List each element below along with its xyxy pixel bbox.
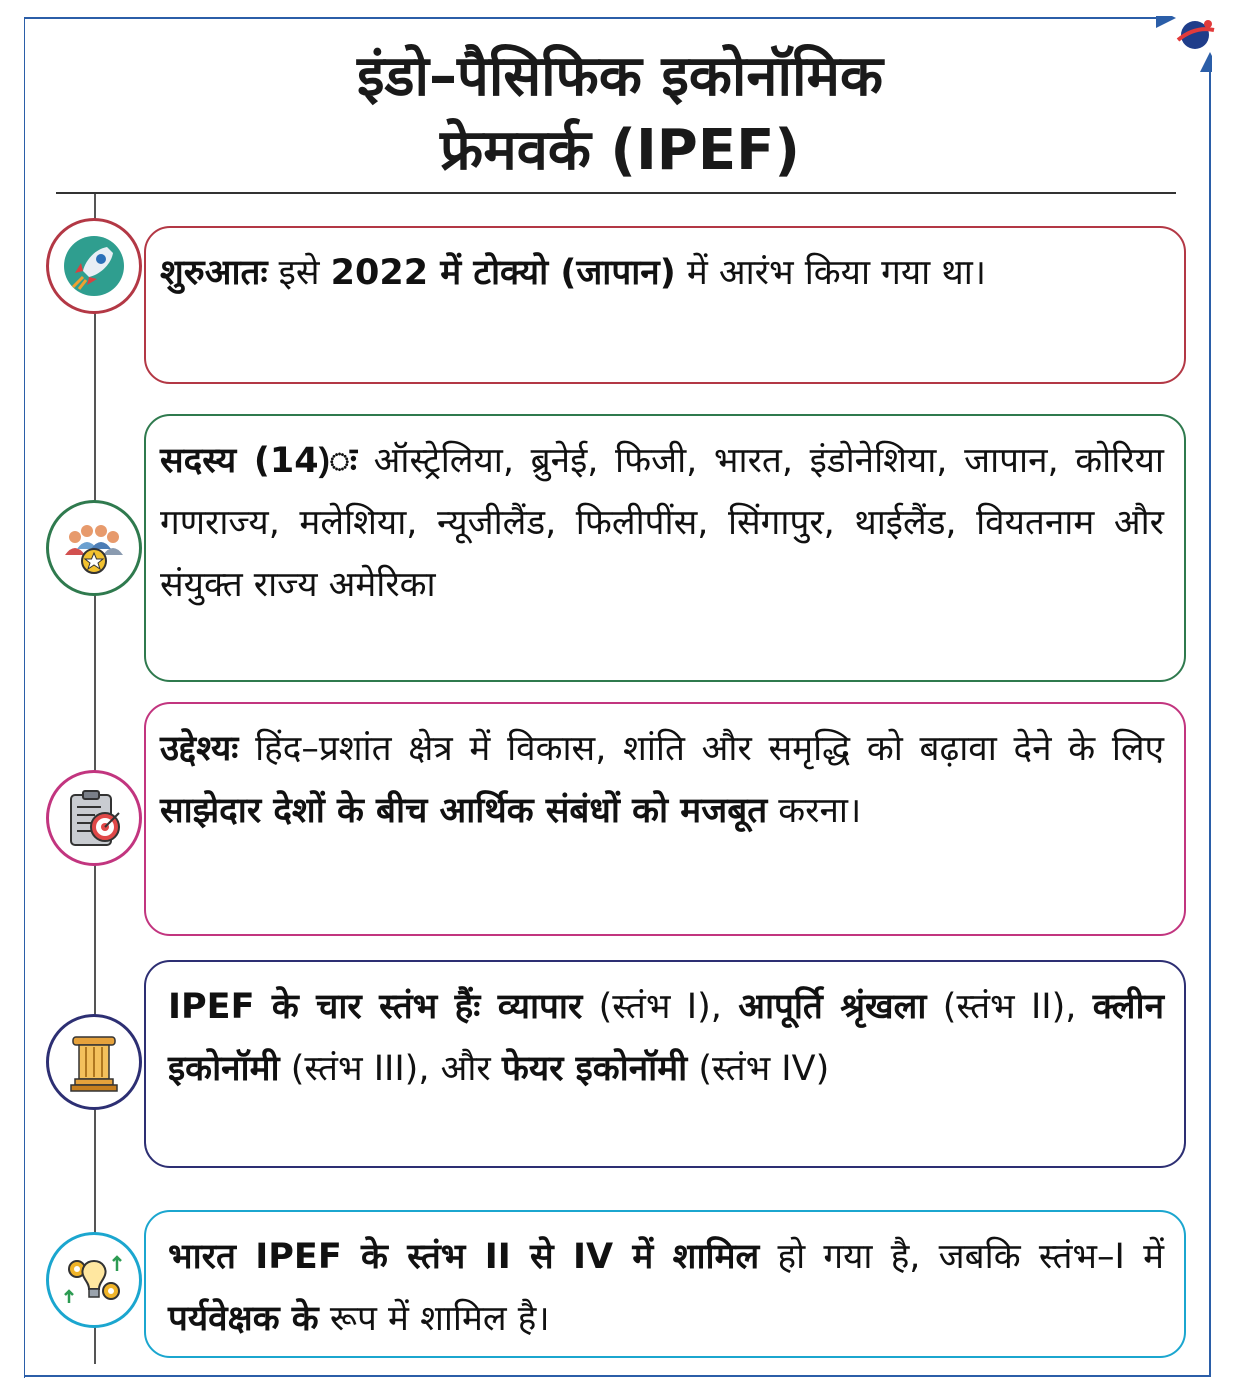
brand-logo-icon (1172, 12, 1218, 58)
clipboard-target-icon (46, 770, 142, 866)
card-text-bold: भारत IPEF के स्तंभ II से IV में शामिल (168, 1237, 760, 1277)
card-text: हिंद–प्रशांत क्षेत्र में विकास, शांति और समृद्धि को बढ़ावा देने के लिए (238, 729, 1164, 769)
card-members (144, 414, 1186, 682)
card-text-bold: शुरुआतः (160, 253, 268, 293)
outer-frame (24, 16, 1212, 1378)
card-text: (स्तंभ II), (926, 987, 1093, 1027)
card-text-bold: IPEF के चार स्तंभ हैंः व्यापार (168, 987, 583, 1027)
card-objective (144, 702, 1186, 936)
card-text-bold: 2022 में टोक्यो (जापान) (330, 253, 676, 293)
card-text: करना। (767, 791, 862, 831)
card-text: रूप में शामिल है। (318, 1299, 550, 1339)
page-title (120, 40, 1120, 188)
card-text: (स्तंभ III), और (279, 1049, 502, 1089)
card-text-bold: सदस्य (14)ः (160, 441, 357, 481)
card-text-bold: साझेदार देशों के बीच आर्थिक संबंधों को मजबूत (160, 791, 768, 831)
card-text-bold: क्लीन इकोनॉमी (168, 987, 1164, 1089)
card-launch (144, 226, 1186, 384)
card-text: इसे (267, 253, 331, 293)
rocket-icon (46, 218, 142, 314)
card-pillars (144, 960, 1186, 1168)
team-star-icon (46, 500, 142, 596)
card-text: हो गया है, जबकि स्तंभ–I में (759, 1237, 1164, 1277)
card-text: (स्तंभ I), (582, 987, 739, 1027)
pillar-icon (46, 1014, 142, 1110)
title-line-2: फ्रेमवर्क (IPEF) (440, 118, 800, 183)
title-divider (56, 192, 1176, 194)
card-text-bold: पर्यवेक्षक के (168, 1299, 319, 1339)
card-text-bold: आपूर्ति श्रृंखला (738, 987, 927, 1027)
title-line-1: इंडो–पैसिफिक इकोनॉमिक (357, 44, 883, 109)
card-text: में आरंभ किया गया था। (675, 253, 987, 293)
card-text-bold: उद्देश्यः (160, 729, 239, 769)
card-text: (स्तंभ IV) (687, 1049, 830, 1089)
card-india-participation (144, 1210, 1186, 1358)
gears-lightbulb-icon (46, 1232, 142, 1328)
card-text: ऑस्ट्रेलिया, ब्रुनेई, फिजी, भारत, इंडोनेशिया, जापान, कोरिया गणराज्य, मलेशिया, न्यूजीलैंड, फिलीपींस, सिंगापुर, थाईलैंड, वियतनाम और संयुक्त राज्य अमेरिका (160, 441, 1164, 605)
card-text-bold: फेयर इकोनॉमी (501, 1049, 688, 1089)
